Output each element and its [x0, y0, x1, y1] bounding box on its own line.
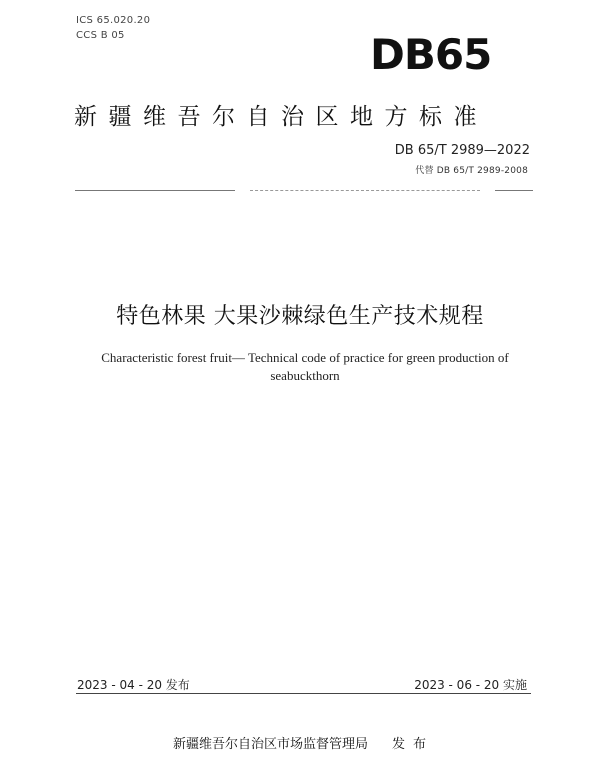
- header-rule-middle: [250, 190, 480, 191]
- title-chinese: 特色林果 大果沙棘绿色生产技术规程: [116, 304, 484, 329]
- db65-logo: DB65: [370, 30, 492, 79]
- issuing-authority: [173, 733, 434, 752]
- issuer-verb: 发布: [392, 737, 435, 752]
- issue-date: 2023 - 04 - 20 发布: [77, 678, 190, 692]
- replaces-standard: 代替 DB 65/T 2989-2008: [415, 166, 528, 176]
- implementation-date: 2023 - 06 - 20 实施: [414, 678, 527, 692]
- header-rule-right: [495, 190, 533, 191]
- ics-code: ICS 65.020.20: [76, 15, 151, 26]
- standard-number: DB 65/T 2989—2022: [394, 143, 530, 158]
- header-rule-left: [75, 190, 235, 191]
- title-english: Characteristic forest fruit— Technical code of practice for green production of seabuckthorn: [101, 350, 509, 383]
- standard-type: 新疆维吾尔自治区地方标准: [74, 104, 488, 130]
- ccs-code: CCS B 05: [76, 30, 125, 41]
- footer-rule: [76, 693, 531, 694]
- issuer-name: 新疆维吾尔自治区市场监督管理局: [173, 737, 369, 752]
